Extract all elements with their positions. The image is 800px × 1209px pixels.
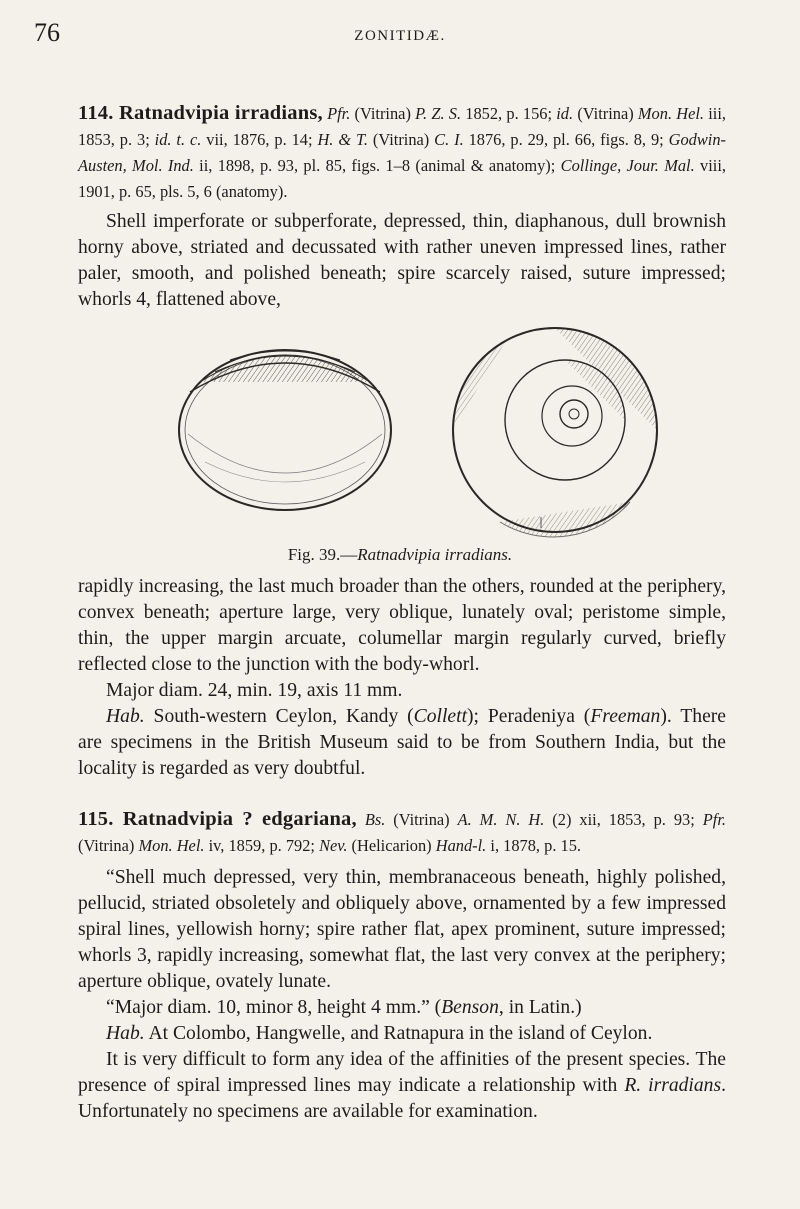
text-run: Hab. bbox=[106, 706, 145, 727]
species-115-dimensions bbox=[78, 995, 726, 1021]
text-run: viii, 1901, p. 65, pls. 5, 6 (anatomy). bbox=[78, 156, 726, 201]
text-run: id. t. c. bbox=[154, 130, 202, 149]
text-run: (2) xii, 1853, p. 93; bbox=[544, 810, 703, 829]
text-run: Bs. bbox=[364, 810, 386, 829]
text-run: iii, 1853, p. 3; bbox=[78, 104, 727, 149]
species-115-habitat bbox=[78, 1021, 726, 1047]
figure-caption bbox=[0, 545, 800, 565]
species-114-dimensions: Major diam. 24, min. 19, axis 11 mm. bbox=[106, 680, 403, 701]
species-115-number: 115. bbox=[78, 808, 114, 830]
text-run bbox=[357, 810, 365, 829]
text-run: Mon. Hel. bbox=[637, 104, 705, 123]
text-run: (Vitrina) bbox=[367, 130, 435, 149]
text-run: (Vitrina) bbox=[350, 104, 416, 123]
text-run: , in Latin.) bbox=[498, 997, 582, 1018]
shell-drawing bbox=[160, 312, 720, 542]
text-run: Pfr. bbox=[702, 810, 726, 829]
running-head: ZONITIDÆ. bbox=[354, 28, 446, 44]
species-115-description: “Shell much depressed, very thin, membranaceous beneath, highly polished, pellucid, striated obsoletely and obliquely above, ornamented by a few impressed spiral lines, yellowish horny; spire rather flat, apex prominent, suture impressed; whorls 3, rapidly increasing, somewhat flat, the last very convex at the periphery; aperture oblique, ovately lunate. bbox=[78, 867, 726, 992]
species-115-name: Ratnadvipia ? edgariana, bbox=[122, 808, 357, 830]
text-run: (Vitrina) bbox=[78, 836, 139, 855]
species-114-heading bbox=[78, 100, 726, 205]
text-run: Nev. bbox=[319, 836, 348, 855]
species-114-description-part1: Shell imperforate or subperforate, depressed, thin, diaphanous, dull brownish horny above, striated and decussated with rather uneven impressed lines, rather paler, smooth, and polished beneath; spire scarcely raised, suture impressed; whorls 4, flattened above, bbox=[78, 211, 726, 310]
text-run: Hab. bbox=[106, 1023, 145, 1044]
text-run: ii, 1898, p. 93, pl. 85, figs. 1–8 (animal & anatomy); bbox=[193, 156, 561, 175]
text-run: R. irradians bbox=[624, 1075, 722, 1096]
text-run: Pfr. bbox=[327, 104, 351, 123]
text-run: Collett bbox=[413, 706, 468, 727]
text-run: 1876, p. 29, pl. 66, figs. 8, 9; bbox=[463, 130, 669, 149]
shell-apical-view bbox=[453, 328, 657, 537]
text-run: H. & T. bbox=[317, 130, 368, 149]
text-run: P. Z. S. bbox=[415, 104, 462, 123]
text-run: Hand-l. bbox=[435, 836, 487, 855]
text-run: (Vitrina) bbox=[385, 810, 458, 829]
text-run: South-western Ceylon, Kandy ( bbox=[144, 706, 414, 727]
text-run: A. M. N. H. bbox=[457, 810, 545, 829]
text-run: 1852, p. 156; bbox=[461, 104, 557, 123]
text-run: Collinge, Jour. Mal. bbox=[560, 156, 695, 175]
figure-39-shell-illustration bbox=[160, 312, 720, 542]
figure-caption-species: Ratnadvipia irradians. bbox=[357, 545, 513, 564]
text-run: “Major diam. 10, minor 8, height 4 mm.” ( bbox=[106, 997, 442, 1018]
text-run: vii, 1876, p. 14; bbox=[201, 130, 318, 149]
species-114-number: 114. bbox=[78, 102, 114, 124]
species-114-continued bbox=[78, 574, 726, 782]
species-115 bbox=[78, 806, 726, 1125]
text-run: Benson bbox=[441, 997, 499, 1018]
text-run: ). There are specimens in the British Museum said to be from Southern India, but the locality is regarded as very doubtful. bbox=[78, 706, 727, 779]
text-run: C. I. bbox=[434, 130, 464, 149]
species-114-top bbox=[78, 100, 726, 313]
text-run: At Colombo, Hangwelle, and Ratnapura in the island of Ceylon. bbox=[144, 1023, 653, 1044]
text-run: (Vitrina) bbox=[573, 104, 638, 123]
species-114-name: Ratnadvipia irradians, bbox=[119, 102, 323, 124]
shell-side-view bbox=[179, 350, 391, 510]
text-run: . Unfortunately no specimens are available for examination. bbox=[78, 1075, 727, 1122]
species-115-note bbox=[78, 1047, 726, 1125]
text-run: id. bbox=[556, 104, 574, 123]
species-115-heading bbox=[78, 806, 726, 859]
species-114-description-part2: rapidly increasing, the last much broader than the others, rounded at the periphery, convex beneath; aperture large, very oblique, lunately oval; peristome simple, thin, the upper margin arcuate, columellar margin regularly curved, briefly reflected close to the junction with the body-whorl. bbox=[78, 576, 726, 675]
text-run: Godwin-Austen, Mol. Ind. bbox=[78, 130, 726, 175]
species-114-habitat bbox=[78, 704, 726, 782]
text-run: ); Peradeniya ( bbox=[467, 706, 591, 727]
text-run: iv, 1859, p. 792; bbox=[204, 836, 320, 855]
figure-caption-label: Fig. 39.— bbox=[287, 545, 358, 564]
text-run: i, 1878, p. 15. bbox=[486, 836, 581, 855]
text-run: Freeman bbox=[590, 706, 661, 727]
text-run: It is very difficult to form any idea of the affinities of the present species. The presence of spiral impressed lines may indicate a relationship with bbox=[78, 1049, 726, 1096]
page-number: 76 bbox=[34, 18, 60, 47]
text-run: (Helicarion) bbox=[347, 836, 436, 855]
text-run: Mon. Hel. bbox=[138, 836, 205, 855]
